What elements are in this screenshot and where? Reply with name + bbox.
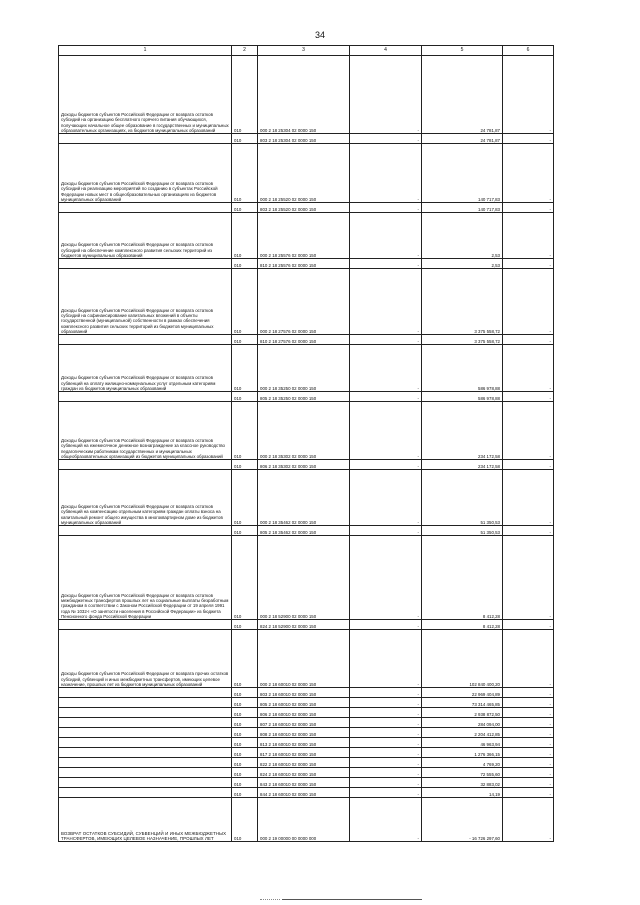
cell-c5: 234 172,58 bbox=[422, 460, 503, 470]
table-row bbox=[59, 134, 554, 144]
cell-c5: 32 883,02 bbox=[422, 778, 503, 788]
cell-c5: 22 969 404,89 bbox=[422, 688, 503, 698]
row-description: Доходы бюджетов субъектов Российской Федерации от возврата остатков субвенций на оплату жилищно-коммунальных услуг отдельным категориям граждан из бюджетов муниципальных образований bbox=[59, 345, 232, 392]
table-row bbox=[59, 402, 554, 460]
cell-c5: 140 717,83 bbox=[422, 144, 503, 203]
cell-c4: - bbox=[350, 402, 422, 460]
cell-c4: - bbox=[350, 134, 422, 144]
cell-c2: 010 bbox=[232, 620, 258, 630]
row-description-empty bbox=[59, 708, 232, 718]
cell-c2: 010 bbox=[232, 134, 258, 144]
table-row bbox=[59, 630, 554, 688]
cell-c6: - bbox=[503, 630, 554, 688]
cell-c3: 810 2 18 25576 02 0000 150 bbox=[258, 259, 350, 269]
cell-c2: 010 bbox=[232, 768, 258, 778]
table-row bbox=[59, 728, 554, 738]
cell-c3: 806 2 18 35302 02 0000 150 bbox=[258, 460, 350, 470]
row-description-empty bbox=[59, 620, 232, 630]
cell-c5: 72 555,60 bbox=[422, 768, 503, 778]
table-row bbox=[59, 460, 554, 470]
cell-c6: - bbox=[503, 259, 554, 269]
cell-c4: - bbox=[350, 698, 422, 708]
cell-c4: - bbox=[350, 708, 422, 718]
cell-c5: 14,19 bbox=[422, 788, 503, 798]
cell-c2: 010 bbox=[232, 144, 258, 203]
cell-c2: 010 bbox=[232, 269, 258, 335]
cell-c2: 010 bbox=[232, 748, 258, 758]
cell-c2: 010 bbox=[232, 688, 258, 698]
report-table bbox=[58, 45, 554, 842]
cell-c3: 803 2 18 60010 02 0000 150 bbox=[258, 688, 350, 698]
row-description: Доходы бюджетов субъектов Российской Федерации от возврата остатков субвенций на компенсацию отдельным категориям граждан оплаты взноса на капитальный ремонт общего имущества в многоквартирном доме из бюджетов муниципальных образований bbox=[59, 470, 232, 526]
cell-c4: - bbox=[350, 470, 422, 526]
cell-c5: 2,53 bbox=[422, 259, 503, 269]
cell-c3: 000 2 18 52900 02 0000 150 bbox=[258, 536, 350, 620]
page-number: 34 bbox=[314, 30, 325, 40]
row-description: Доходы бюджетов субъектов Российской Федерации от возврата прочих остатков субсидий, субвенций и иных межбюджетных трансфертов, имеющих целевое назначение, прошлых лет из бюджетов муниципальных образований bbox=[59, 630, 232, 688]
row-description: Доходы бюджетов субъектов Российской Федерации от возврата остатков субсидий на софинансирование капитальных вложений в объекты государственной (муниципальной) собственности в рамках обеспечения комплексного развития сельских территорий из бюджетов муниципальных образований bbox=[59, 269, 232, 335]
cell-c5: 102 840 400,20 bbox=[422, 630, 503, 688]
cell-c3: 000 2 19 00000 00 0000 000 bbox=[258, 798, 350, 842]
row-description-empty bbox=[59, 718, 232, 728]
header-col-2: 2 bbox=[232, 46, 258, 56]
cell-c2: 010 bbox=[232, 460, 258, 470]
cell-c5: 2 204 412,85 bbox=[422, 728, 503, 738]
cell-c6: - bbox=[503, 269, 554, 335]
header-col-4: 4 bbox=[350, 46, 422, 56]
cell-c3: 807 2 18 60010 02 0000 150 bbox=[258, 718, 350, 728]
cell-c5: 3 375 558,72 bbox=[422, 335, 503, 345]
row-description-empty bbox=[59, 392, 232, 402]
cell-c4: - bbox=[350, 460, 422, 470]
cell-c4: - bbox=[350, 748, 422, 758]
cell-c5: 8 412,28 bbox=[422, 620, 503, 630]
cell-c2: 010 bbox=[232, 526, 258, 536]
cell-c3: 000 2 18 35302 02 0000 150 bbox=[258, 402, 350, 460]
cell-c6: - bbox=[503, 728, 554, 738]
cell-c2: 010 bbox=[232, 392, 258, 402]
table-row bbox=[59, 798, 554, 842]
cell-c3: 824 2 18 60010 02 0000 150 bbox=[258, 768, 350, 778]
table-row bbox=[59, 718, 554, 728]
cell-c3: 806 2 18 60010 02 0000 150 bbox=[258, 708, 350, 718]
cell-c4: - bbox=[350, 620, 422, 630]
cell-c3: 824 2 18 52900 02 0000 150 bbox=[258, 620, 350, 630]
table-row bbox=[59, 392, 554, 402]
cell-c5: 46 963,94 bbox=[422, 738, 503, 748]
table-row bbox=[59, 758, 554, 768]
table-row bbox=[59, 688, 554, 698]
cell-c3: 805 2 18 35250 02 0000 150 bbox=[258, 392, 350, 402]
cell-c6: - bbox=[503, 345, 554, 392]
table-row bbox=[59, 536, 554, 620]
cell-c4: - bbox=[350, 768, 422, 778]
cell-c3: 813 2 18 60010 02 0000 150 bbox=[258, 738, 350, 748]
table-row bbox=[59, 269, 554, 335]
cell-c6: - bbox=[503, 134, 554, 144]
table-row bbox=[59, 708, 554, 718]
cell-c2: 010 bbox=[232, 718, 258, 728]
cell-c5: 140 717,83 bbox=[422, 203, 503, 213]
cell-c4: - bbox=[350, 335, 422, 345]
cell-c6: - bbox=[503, 738, 554, 748]
cell-c2: 010 bbox=[232, 203, 258, 213]
cell-c5: 4 769,20 bbox=[422, 758, 503, 768]
cell-c4: - bbox=[350, 526, 422, 536]
table-row bbox=[59, 738, 554, 748]
cell-c5: 51 350,53 bbox=[422, 526, 503, 536]
cell-c2: 010 bbox=[232, 708, 258, 718]
row-description-empty bbox=[59, 688, 232, 698]
cell-c4: - bbox=[350, 345, 422, 392]
table-row bbox=[59, 620, 554, 630]
cell-c6: - bbox=[503, 470, 554, 526]
cell-c6: - bbox=[503, 620, 554, 630]
cell-c4: - bbox=[350, 259, 422, 269]
cell-c6: - bbox=[503, 778, 554, 788]
cell-c3: 810 2 18 27576 02 0000 150 bbox=[258, 335, 350, 345]
cell-c3: 000 2 18 35462 02 0000 150 bbox=[258, 470, 350, 526]
table-row bbox=[59, 144, 554, 203]
cell-c6: - bbox=[503, 788, 554, 798]
cell-c5: - 16 726 297,60 bbox=[422, 798, 503, 842]
cell-c6: - bbox=[503, 213, 554, 259]
row-description-empty bbox=[59, 203, 232, 213]
table-row bbox=[59, 213, 554, 259]
row-description: Доходы бюджетов субъектов Российской Федерации от возврата остатков межбюджетных трансфертов прошлых лет на социальные выплаты безработным гражданам в соответствии с Законом Российской Федерации от 19 апреля 1991 года № 1032-I «О занятости населения в Российской Федерации» из бюджета Пенсионного фонда Российской Федерации bbox=[59, 536, 232, 620]
cell-c2: 010 bbox=[232, 758, 258, 768]
cell-c3: 000 2 18 60010 02 0000 150 bbox=[258, 630, 350, 688]
cell-c6: - bbox=[503, 203, 554, 213]
row-description-empty bbox=[59, 335, 232, 345]
row-description-empty bbox=[59, 738, 232, 748]
cell-c3: 843 2 18 60010 02 0000 150 bbox=[258, 778, 350, 788]
cell-c3: 803 2 18 25520 02 0000 150 bbox=[258, 203, 350, 213]
cell-c5: 1 276 366,15 bbox=[422, 748, 503, 758]
cell-c4: - bbox=[350, 269, 422, 335]
cell-c6: - bbox=[503, 460, 554, 470]
header-col-5: 5 bbox=[422, 46, 503, 56]
cell-c2: 010 bbox=[232, 536, 258, 620]
cell-c6: - bbox=[503, 758, 554, 768]
cell-c2: 010 bbox=[232, 345, 258, 392]
table-row bbox=[59, 345, 554, 392]
cell-c2: 010 bbox=[232, 778, 258, 788]
cell-c4: - bbox=[350, 203, 422, 213]
cell-c3: 822 2 18 60010 02 0000 150 bbox=[258, 758, 350, 768]
cell-c5: 586 978,88 bbox=[422, 392, 503, 402]
cell-c2: 010 bbox=[232, 470, 258, 526]
cell-c2: 010 bbox=[232, 402, 258, 460]
cell-c6: - bbox=[503, 768, 554, 778]
table-row bbox=[59, 748, 554, 758]
cell-c6: - bbox=[503, 526, 554, 536]
cell-c6: - bbox=[503, 718, 554, 728]
table-row bbox=[59, 778, 554, 788]
header-col-3: 3 bbox=[258, 46, 350, 56]
cell-c3: 805 2 18 35462 02 0000 150 bbox=[258, 526, 350, 536]
cell-c3: 000 2 18 25304 02 0000 150 bbox=[258, 56, 350, 134]
cell-c6: - bbox=[503, 708, 554, 718]
cell-c3: 000 2 18 35250 02 0000 150 bbox=[258, 345, 350, 392]
cell-c3: 805 2 18 60010 02 0000 150 bbox=[258, 698, 350, 708]
footer-dots bbox=[260, 899, 280, 901]
cell-c2: 010 bbox=[232, 630, 258, 688]
cell-c2: 010 bbox=[232, 213, 258, 259]
cell-c6: - bbox=[503, 536, 554, 620]
table-row bbox=[59, 335, 554, 345]
cell-c6: - bbox=[503, 402, 554, 460]
cell-c5: 8 412,28 bbox=[422, 536, 503, 620]
row-description-empty bbox=[59, 728, 232, 738]
row-description: Доходы бюджетов субъектов Российской Федерации от возврата остатков субсидий на реализацию мероприятий по созданию в субъектах Российской Федерации новых мест в общеобразовательных организациях из бюджетов муниципальных образований bbox=[59, 144, 232, 203]
cell-c4: - bbox=[350, 56, 422, 134]
table-row bbox=[59, 259, 554, 269]
cell-c4: - bbox=[350, 630, 422, 688]
cell-c6: - bbox=[503, 144, 554, 203]
cell-c5: 3 375 558,72 bbox=[422, 269, 503, 335]
header-row bbox=[59, 46, 554, 56]
cell-c6: - bbox=[503, 798, 554, 842]
cell-c2: 010 bbox=[232, 738, 258, 748]
header-col-6: 6 bbox=[503, 46, 554, 56]
cell-c4: - bbox=[350, 788, 422, 798]
cell-c5: 2 938 872,50 bbox=[422, 708, 503, 718]
row-description-empty bbox=[59, 259, 232, 269]
cell-c4: - bbox=[350, 738, 422, 748]
cell-c3: 844 2 18 60010 02 0000 150 bbox=[258, 788, 350, 798]
cell-c4: - bbox=[350, 758, 422, 768]
cell-c2: 010 bbox=[232, 788, 258, 798]
cell-c4: - bbox=[350, 144, 422, 203]
cell-c6: - bbox=[503, 748, 554, 758]
table-body bbox=[59, 46, 554, 842]
cell-c2: 010 bbox=[232, 798, 258, 842]
cell-c3: 808 2 18 60010 02 0000 150 bbox=[258, 728, 350, 738]
cell-c3: 000 2 18 25576 02 0000 150 bbox=[258, 213, 350, 259]
cell-c3: 000 2 18 27576 02 0000 150 bbox=[258, 269, 350, 335]
cell-c3: 817 2 18 60010 02 0000 150 bbox=[258, 748, 350, 758]
cell-c4: - bbox=[350, 688, 422, 698]
table-row bbox=[59, 470, 554, 526]
row-description: ВОЗВРАТ ОСТАТКОВ СУБСИДИЙ, СУБВЕНЦИЙ И ИНЫХ МЕЖБЮДЖЕТНЫХ ТРАНСФЕРТОВ, ИМЕЮЩИХ ЦЕЛЕВОЕ НАЗНАЧЕНИЕ, ПРОШЛЫХ ЛЕТ bbox=[59, 798, 232, 842]
row-description-empty bbox=[59, 134, 232, 144]
row-description-empty bbox=[59, 758, 232, 768]
cell-c5: 284 094,00 bbox=[422, 718, 503, 728]
row-description: Доходы бюджетов субъектов Российской Федерации от возврата остатков субсидий на организацию бесплатного горячего питания обучающихся, получающих начальное общее образование в государственных и муниципальных образовательных организациях, из бюджетов муниципальных образований bbox=[59, 56, 232, 134]
row-description-empty bbox=[59, 778, 232, 788]
cell-c4: - bbox=[350, 728, 422, 738]
cell-c5: 51 350,53 bbox=[422, 470, 503, 526]
footer-line bbox=[282, 899, 422, 900]
cell-c5: 234 172,58 bbox=[422, 402, 503, 460]
row-description: Доходы бюджетов субъектов Российской Федерации от возврата остатков субсидий на обеспечение комплексного развития сельских территорий из бюджетов муниципальных образований bbox=[59, 213, 232, 259]
table-row bbox=[59, 698, 554, 708]
cell-c2: 010 bbox=[232, 335, 258, 345]
row-description-empty bbox=[59, 526, 232, 536]
cell-c2: 010 bbox=[232, 698, 258, 708]
cell-c5: 2,53 bbox=[422, 213, 503, 259]
cell-c2: 010 bbox=[232, 728, 258, 738]
header-col-1: 1 bbox=[59, 46, 232, 56]
cell-c5: 24 781,87 bbox=[422, 134, 503, 144]
cell-c3: 000 2 18 25520 02 0000 150 bbox=[258, 144, 350, 203]
cell-c5: 24 781,87 bbox=[422, 56, 503, 134]
table-row bbox=[59, 788, 554, 798]
cell-c6: - bbox=[503, 392, 554, 402]
table-row bbox=[59, 526, 554, 536]
row-description-empty bbox=[59, 768, 232, 778]
row-description-empty bbox=[59, 788, 232, 798]
cell-c4: - bbox=[350, 798, 422, 842]
cell-c6: - bbox=[503, 688, 554, 698]
cell-c5: 586 978,88 bbox=[422, 345, 503, 392]
cell-c6: - bbox=[503, 698, 554, 708]
cell-c6: - bbox=[503, 56, 554, 134]
cell-c2: 010 bbox=[232, 259, 258, 269]
cell-c2: 010 bbox=[232, 56, 258, 134]
cell-c4: - bbox=[350, 536, 422, 620]
row-description-empty bbox=[59, 748, 232, 758]
cell-c4: - bbox=[350, 213, 422, 259]
row-description-empty bbox=[59, 698, 232, 708]
row-description: Доходы бюджетов субъектов Российской Федерации от возврата остатков субвенций на ежемесячное денежное вознаграждение за классное руководство педагогическим работникам государственных и муниципальных общеобразовательных организаций из бюджетов муниципальных образований bbox=[59, 402, 232, 460]
cell-c4: - bbox=[350, 778, 422, 788]
table-row bbox=[59, 203, 554, 213]
cell-c4: - bbox=[350, 718, 422, 728]
table-row bbox=[59, 768, 554, 778]
cell-c5: 73 314 465,85 bbox=[422, 698, 503, 708]
cell-c4: - bbox=[350, 392, 422, 402]
cell-c3: 803 2 18 25304 02 0000 150 bbox=[258, 134, 350, 144]
cell-c6: - bbox=[503, 335, 554, 345]
row-description-empty bbox=[59, 460, 232, 470]
table-row bbox=[59, 56, 554, 134]
